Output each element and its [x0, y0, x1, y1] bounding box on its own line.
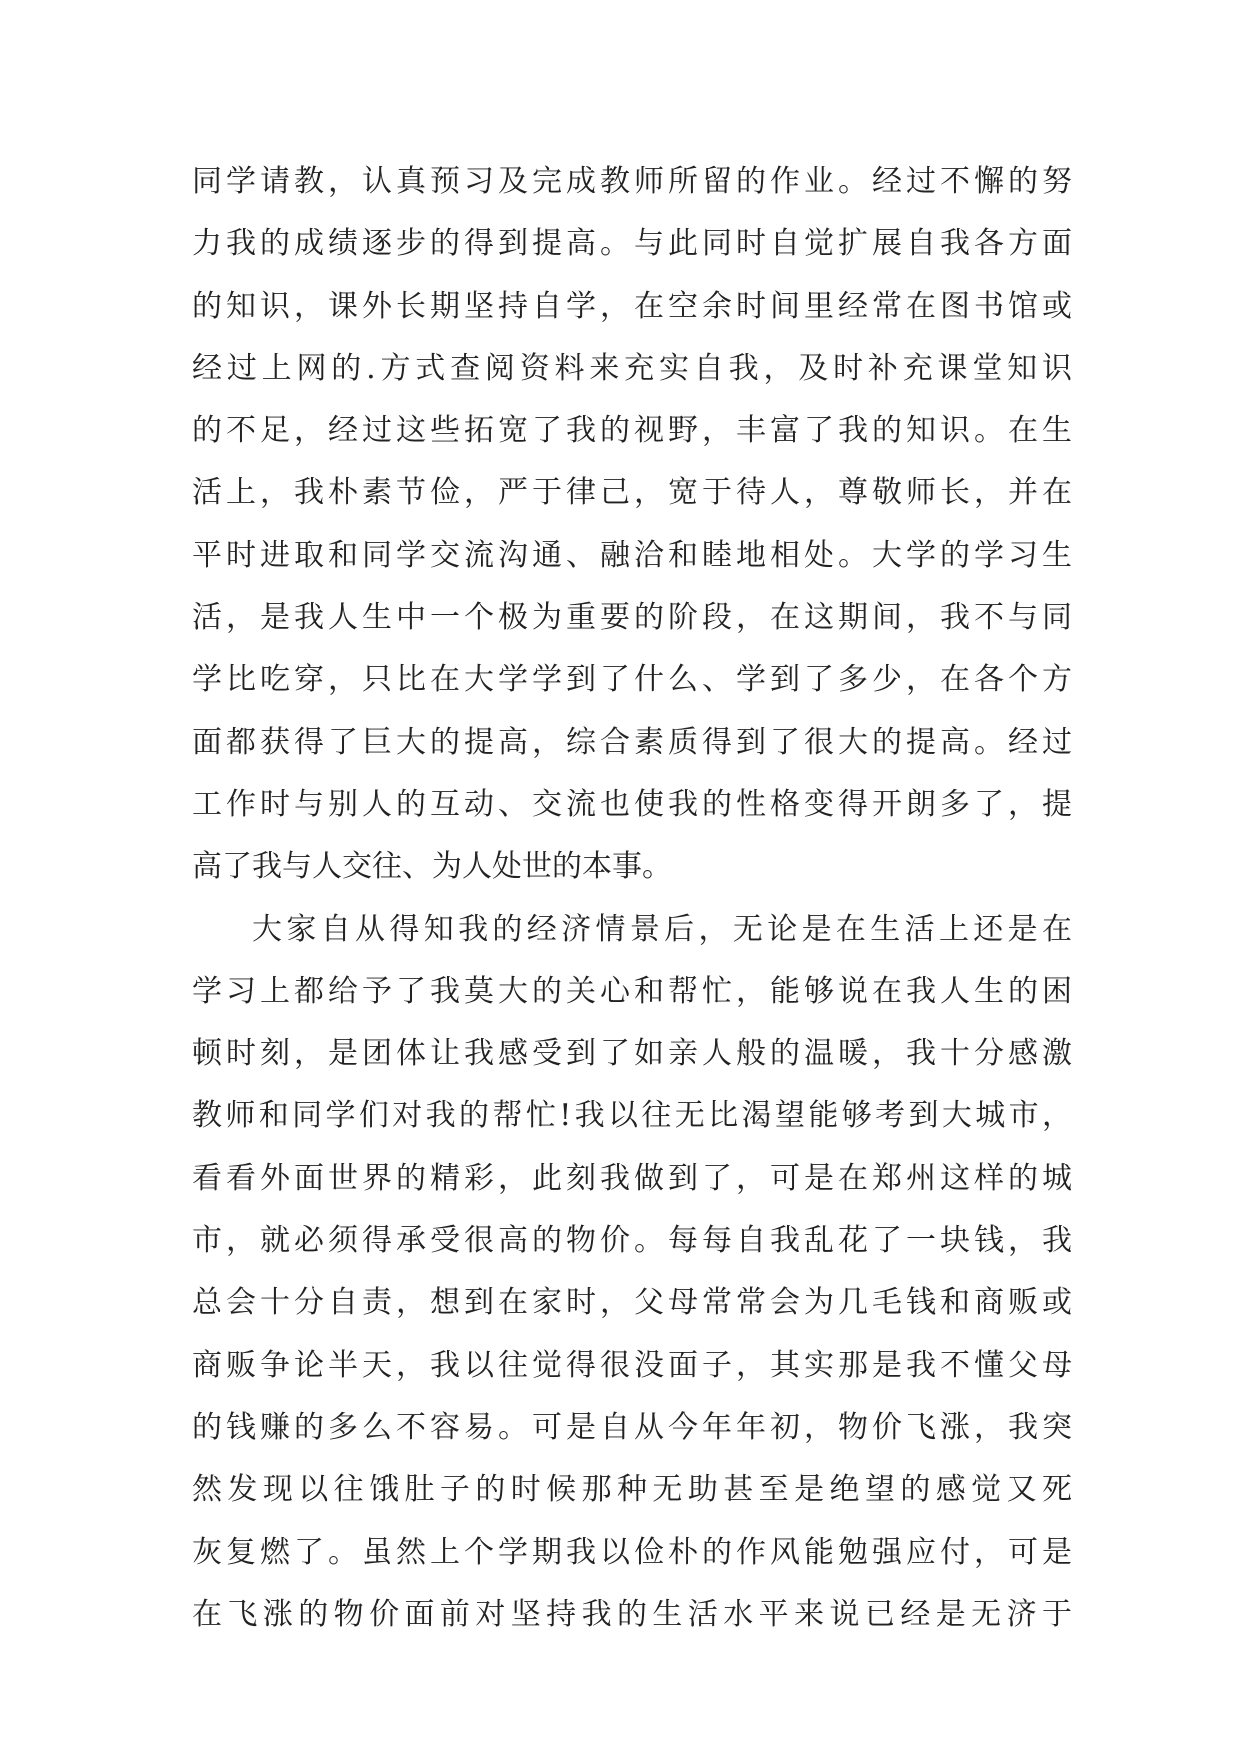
text-line: 活，是我人生中一个极为重要的阶段，在这期间，我不与同: [192, 600, 1072, 636]
text-line: 工作时与别人的互动、交流也使我的性格变得开朗多了，提: [192, 786, 1072, 822]
paragraph-first-line: 大家自从得知我的经济情景后，无论是在生活上还是在: [252, 911, 1072, 947]
text-line: 教师和同学们对我的帮忙!我以往无比渴望能够考到大城市，: [192, 1098, 1072, 1134]
text-line: 的不足，经过这些拓宽了我的视野，丰富了我的知识。在生: [192, 413, 1072, 449]
text-line: 总会十分自责，想到在家时，父母常常会为几毛钱和商贩或: [192, 1285, 1072, 1321]
text-line: 力我的成绩逐步的得到提高。与此同时自觉扩展自我各方面: [192, 226, 1072, 262]
text-line: 平时进取和同学交流沟通、融洽和睦地相处。大学的学习生: [192, 537, 1072, 573]
text-line: 看看外面世界的精彩，此刻我做到了，可是在郑州这样的城: [192, 1160, 1072, 1196]
text-line: 学习上都给予了我莫大的关心和帮忙，能够说在我人生的困: [192, 973, 1072, 1009]
text-line: 然发现以往饿肚子的时候那种无助甚至是绝望的感觉又死: [192, 1472, 1072, 1508]
text-line: 面都获得了巨大的提高，综合素质得到了很大的提高。经过: [192, 724, 1072, 760]
text-line: 灰复燃了。虽然上个学期我以俭朴的作风能勉强应付，可是: [192, 1534, 1072, 1570]
text-line: 商贩争论半天，我以往觉得很没面子，其实那是我不懂父母: [192, 1347, 1072, 1383]
text-line: 经过上网的.方式查阅资料来充实自我，及时补充课堂知识: [192, 350, 1072, 386]
text-line: 同学请教，认真预习及完成教师所留的作业。经过不懈的努: [192, 164, 1072, 199]
text-line: 顿时刻，是团体让我感受到了如亲人般的温暖，我十分感激: [192, 1036, 1072, 1072]
text-line: 在飞涨的物价面前对坚持我的生活水平来说已经是无济于: [192, 1596, 1072, 1632]
text-line: 的知识，课外长期坚持自学，在空余时间里经常在图书馆或: [192, 288, 1072, 324]
text-line: 市，就必须得承受很高的物价。每每自我乱花了一块钱，我: [192, 1223, 1072, 1259]
text-line: 活上，我朴素节俭，严于律己，宽于待人，尊敬师长，并在: [192, 475, 1072, 511]
text-line: 的钱赚的多么不容易。可是自从今年年初，物价飞涨，我突: [192, 1409, 1072, 1445]
paragraph-last-line: 高了我与人交往、为人处世的本事。: [192, 849, 672, 885]
body-text: [192, 166, 1072, 1661]
text-line: 学比吃穿，只比在大学学到了什么、学到了多少，在各个方: [192, 662, 1072, 698]
